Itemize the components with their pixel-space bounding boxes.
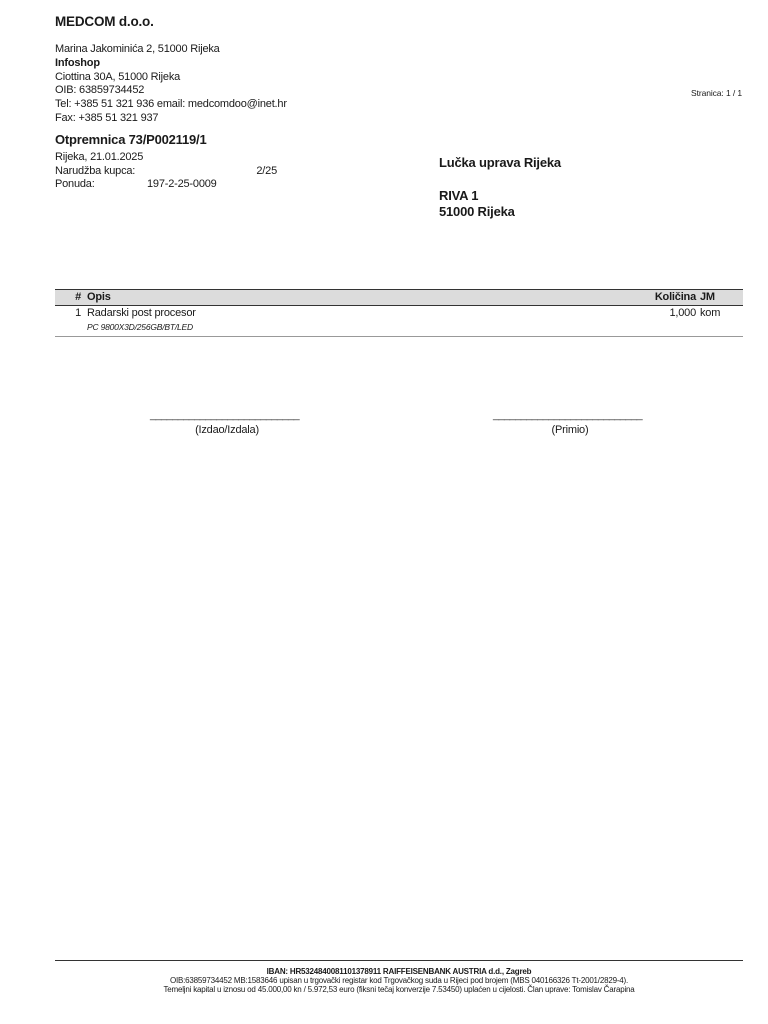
sender-contact: Tel: +385 51 321 936 email: medcomdoo@inet.hr (55, 98, 287, 111)
header-unit: JM (700, 291, 715, 303)
footer-registration: OIB:63859734452 MB:1583646 upisan u trgovački registar kod Trgovačkog suda u Rijeci pod brojem (MBS 040166326 Tt-2001/2829-4). (169, 976, 629, 986)
place-date-row (55, 151, 285, 165)
row-num: 1 (75, 307, 81, 319)
sender-oib: OIB: 63859734452 (55, 84, 145, 97)
footer-iban: IBAN: HR5324840081101378911 RAIFFEISENBANK AUSTRIA d.d., Zagreb (266, 967, 532, 976)
items-table-header (55, 289, 743, 306)
recipient-city: 51000 Rijeka (439, 204, 515, 219)
signature-line-received: ___________________________ (493, 409, 642, 421)
row-quantity: 1,000 (669, 307, 696, 319)
recipient-block (439, 155, 561, 220)
footer (55, 967, 743, 995)
document-meta (55, 151, 285, 192)
offer-row (55, 178, 285, 192)
footer-divider (55, 960, 743, 961)
sender-fax: Fax: +385 51 321 937 (55, 111, 159, 124)
footer-capital: Temeljni kapital u iznosu od 45.000,00 kn / 5.972,53 euro (fiksni tečaj konverzije 7.53450) uplaćen u cijelosti. Član uprave: Tomislav Čarapina (163, 985, 635, 995)
recipient-street: RIVA 1 (439, 188, 479, 203)
header-quantity: Količina (654, 291, 696, 303)
page-indicator: Stranica: 1 / 1 (691, 88, 742, 98)
items-table (55, 289, 743, 337)
order-label: Narudžba kupca: (55, 164, 136, 177)
signature-label-received: (Primio) (551, 424, 589, 436)
store-name: Infoshop (55, 56, 100, 69)
offer-label: Ponuda: (55, 178, 95, 190)
row-detail: PC 9800X3D/256GB/BT/LED (87, 322, 193, 332)
row-unit: kom (700, 307, 721, 319)
signature-line-issued: ___________________________ (150, 409, 299, 421)
sender-block (55, 43, 287, 126)
offer-value: 197-2-25-0009 (147, 178, 217, 190)
header-description: Opis (87, 291, 111, 303)
recipient-name: Lučka uprava Rijeka (439, 155, 561, 170)
signature-label-issued: (Izdao/Izdala) (195, 424, 259, 436)
place-date: Rijeka, 21.01.2025 (55, 151, 144, 163)
store-address: Ciottina 30A, 51000 Rijeka (55, 70, 181, 83)
row-description: Radarski post procesor (87, 307, 196, 319)
table-row (55, 306, 743, 337)
document-title: Otpremnica 73/P002119/1 (55, 132, 207, 147)
order-value: 2/25 (256, 164, 277, 177)
header-num: # (75, 291, 81, 303)
company-name: MEDCOM d.o.o. (55, 14, 154, 29)
sender-address: Marina Jakominića 2, 51000 Rijeka (55, 43, 220, 55)
order-row (55, 165, 285, 179)
